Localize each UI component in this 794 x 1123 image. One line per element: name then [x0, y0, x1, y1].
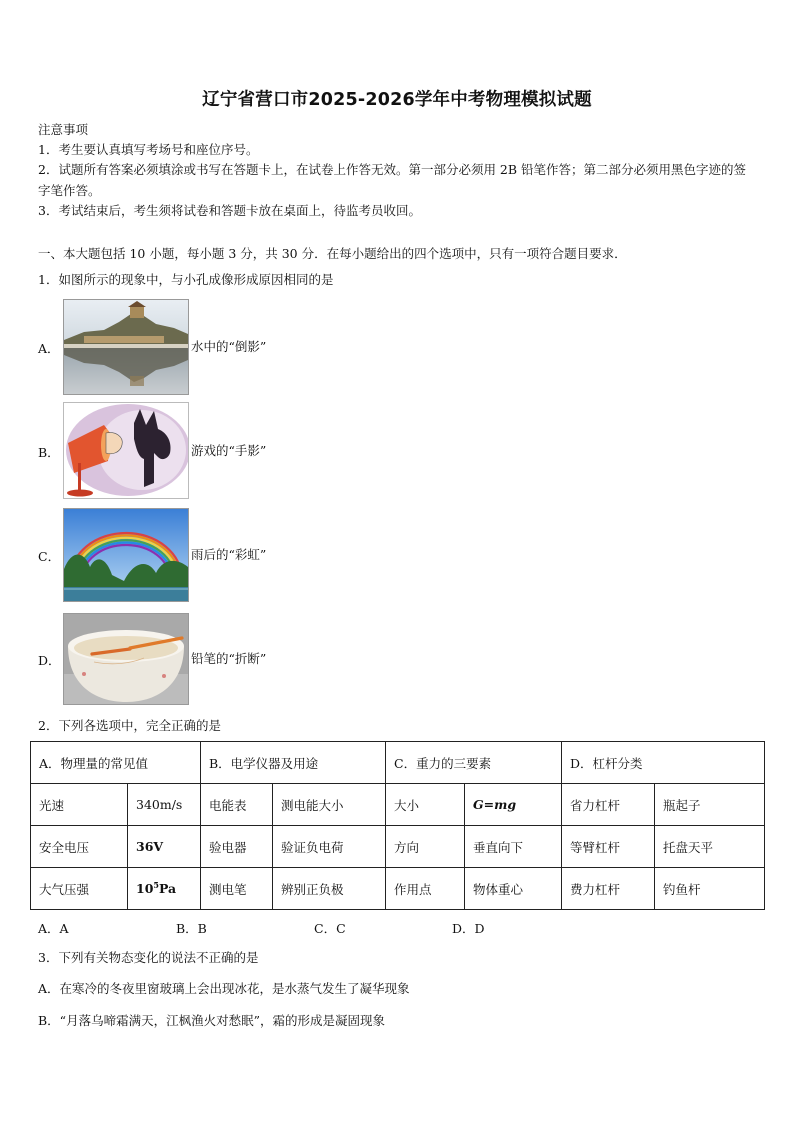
pressure-unit: Pa — [158, 881, 177, 897]
table-cell: 辨别正负极 — [273, 868, 386, 910]
table-cell: 340m/s — [128, 784, 201, 826]
table-cell: 36V — [128, 826, 201, 868]
answer-choice: A．A — [38, 921, 69, 936]
option-letter: C． — [38, 549, 61, 564]
bent-pencil-image — [63, 613, 189, 705]
question-2-stem: 2．下列各选项中，完全正确的是 — [38, 718, 221, 733]
question-3-stem: 3．下列有关物态变化的说法不正确的是 — [38, 950, 259, 965]
table-cell: 物体重心 — [465, 868, 562, 910]
table-cell: 验电器 — [201, 826, 273, 868]
table-row — [31, 868, 765, 910]
rainbow-image — [63, 508, 189, 602]
table-cell: 安全电压 — [31, 826, 128, 868]
table-cell: 费力杠杆 — [562, 868, 655, 910]
table-cell: 测电能大小 — [273, 784, 386, 826]
option-letter: A． — [38, 341, 60, 356]
page-title: 辽宁省营口市2025-2026学年中考物理模拟试题 — [202, 90, 592, 110]
hand-shadow-image — [63, 402, 189, 499]
table-cell: 测电笔 — [201, 868, 273, 910]
table-cell: 瓶起子 — [655, 784, 765, 826]
option-letter: B． — [38, 445, 60, 460]
option-text: A．在寒冷的冬夜里窗玻璃上会出现冰花，是水蒸气发生了凝华现象 — [38, 981, 410, 996]
table-cell — [128, 868, 201, 910]
table-cell: 托盘天平 — [655, 826, 765, 868]
table-row — [31, 784, 765, 826]
table-header-cell: A．物理量的常见值 — [31, 742, 201, 784]
gravity-formula: G=mg — [473, 797, 517, 812]
palace-reflection-image — [63, 299, 189, 395]
table-header-cell: C．重力的三要素 — [386, 742, 562, 784]
pressure-value: 10 — [136, 881, 154, 897]
notice-item: 3．考试结束后，考生须将试卷和答题卡放在桌面上，待监考员收回。 — [38, 203, 421, 218]
table-cell: 大气压强 — [31, 868, 128, 910]
table-cell: 省力杠杆 — [562, 784, 655, 826]
table-cell: 等臂杠杆 — [562, 826, 655, 868]
table-cell: 垂直向下 — [465, 826, 562, 868]
pressure-exponent: 5 — [153, 880, 159, 891]
question-2-table — [30, 741, 765, 910]
table-cell — [465, 784, 562, 826]
table-header-cell: B．电学仪器及用途 — [201, 742, 386, 784]
option-text: 雨后的“彩虹” — [191, 547, 267, 562]
option-text: B．“月落乌啼霜满天，江枫渔火对愁眠”，霜的形成是凝固现象 — [38, 1013, 385, 1028]
answer-choice: D．D — [452, 921, 485, 936]
notice-heading: 注意事项 — [38, 122, 89, 137]
option-text: 铅笔的“折断” — [191, 651, 267, 666]
table-cell: 大小 — [386, 784, 465, 826]
answer-choice: B．B — [176, 921, 207, 936]
table-cell: 电能表 — [201, 784, 273, 826]
option-letter: D． — [38, 653, 61, 668]
table-header-cell: D．杠杆分类 — [562, 742, 765, 784]
table-cell: 验证负电荷 — [273, 826, 386, 868]
option-text: 游戏的“手影” — [191, 443, 267, 458]
table-cell: 作用点 — [386, 868, 465, 910]
section-heading: 一、本大题包括 10 小题，每小题 3 分，共 30 分．在每小题给出的四个选项中，只有一项符合题目要求． — [38, 246, 627, 261]
table-row — [31, 826, 765, 868]
table-cell: 光速 — [31, 784, 128, 826]
notice-item: 1．考生要认真填写考场号和座位序号。 — [38, 142, 259, 157]
table-header-row — [31, 742, 765, 784]
table-cell: 钓鱼杆 — [655, 868, 765, 910]
notice-item: 2．试题所有答案必须填涂或书写在答题卡上，在试卷上作答无效。第一部分必须用 2B 铅笔作答；第二部分必须用黑色字迹的签字笔作答。 — [38, 162, 747, 198]
option-text: 水中的“倒影” — [191, 339, 267, 354]
answer-choice: C．C — [314, 921, 346, 936]
question-1-stem: 1．如图所示的现象中，与小孔成像形成原因相同的是 — [38, 272, 334, 287]
table-cell: 方向 — [386, 826, 465, 868]
